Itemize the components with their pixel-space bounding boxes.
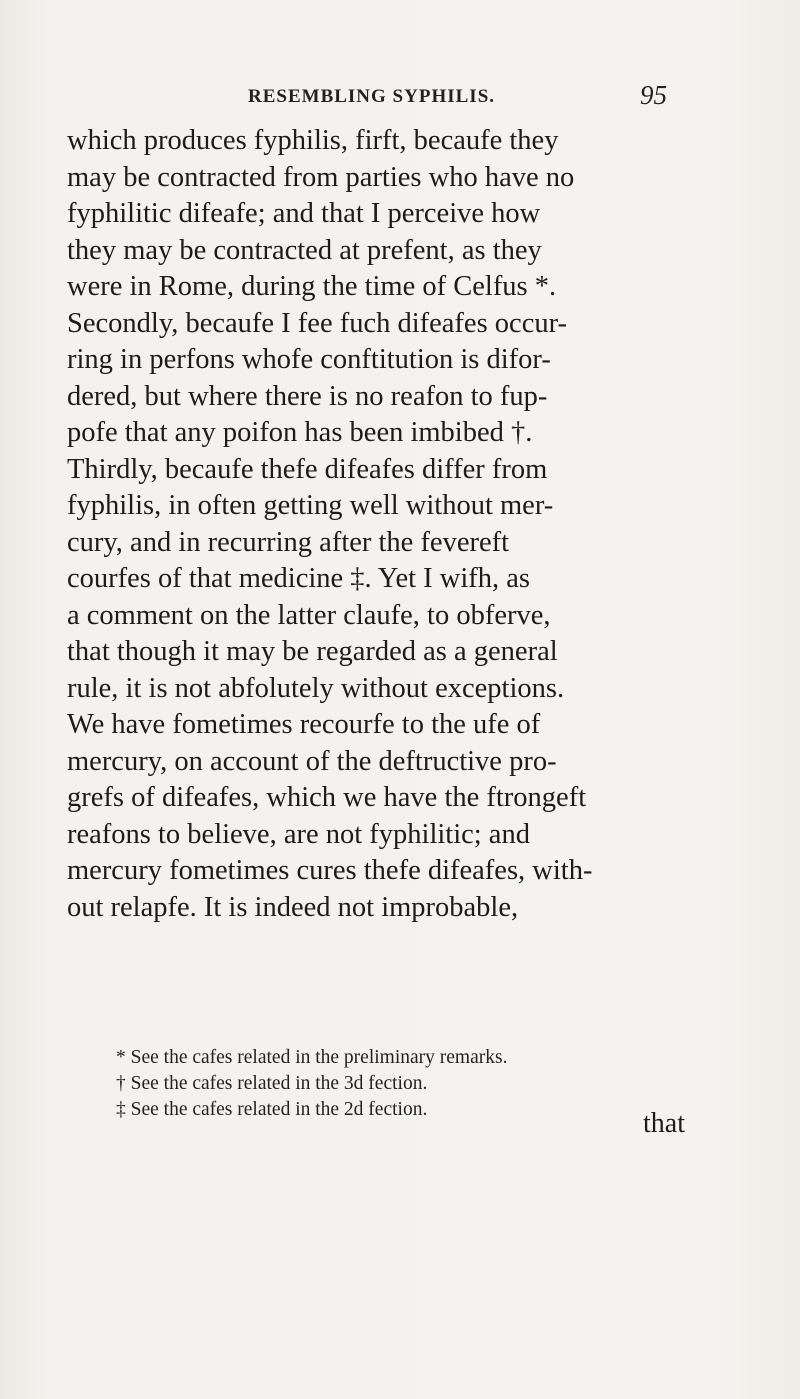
text-line: ring in perfons whofe conftitution is difor-: [67, 344, 551, 375]
footnote: ‡ See the cafes related in the 2d fection.: [116, 1099, 428, 1120]
text-line: grefs of difeafes, which we have the ftrongeft: [67, 782, 587, 813]
text-line: that though it may be regarded as a general: [67, 636, 558, 667]
footnote: * See the cafes related in the preliminary remarks.: [116, 1047, 508, 1068]
footnote: † See the cafes related in the 3d fection.: [116, 1073, 428, 1094]
text-line: dered, but where there is no reafon to fup-: [67, 380, 548, 412]
text-line: out relapfe. It is indeed not improbable,: [67, 891, 519, 923]
body-text: [67, 123, 727, 926]
text-line: mercury, on account of the deftructive pro-: [67, 745, 557, 777]
text-line: courfes of that medicine ‡. Yet I wifh, as: [67, 563, 531, 594]
text-line: We have fometimes recourfe to the ufe of: [67, 709, 541, 740]
text-line: were in Rome, during the time of Celfus *.: [67, 271, 557, 302]
text-line: fyphilitic difeafe; and that I perceive how: [67, 198, 541, 229]
catchword: that: [643, 1108, 685, 1139]
footnotes: [116, 1045, 716, 1123]
text-line: Secondly, becaufe I fee fuch difeafes occur-: [67, 307, 568, 339]
text-line: reafons to believe, are not fyphilitic; and: [67, 818, 530, 850]
text-line: they may be contracted at prefent, as they: [67, 234, 542, 266]
text-line: may be contracted from parties who have no: [67, 161, 575, 193]
text-line: which produces fyphilis, firft, becaufe they: [67, 125, 559, 156]
text-line: a comment on the latter claufe, to obferve,: [67, 599, 551, 631]
text-line: fyphilis, in often getting well without mer-: [67, 490, 554, 521]
running-title: RESEMBLING SYPHILIS.: [248, 86, 496, 107]
text-line: pofe that any poifon has been imbibed †.: [67, 417, 533, 448]
page-number: 95: [640, 80, 667, 110]
text-line: Thirdly, becaufe thefe difeafes differ from: [67, 453, 548, 485]
text-line: rule, it is not abfolutely without exceptions.: [67, 672, 565, 704]
text-line: cury, and in recurring after the fevereft: [67, 526, 510, 558]
text-line: mercury fometimes cures thefe difeafes, with-: [67, 855, 593, 886]
